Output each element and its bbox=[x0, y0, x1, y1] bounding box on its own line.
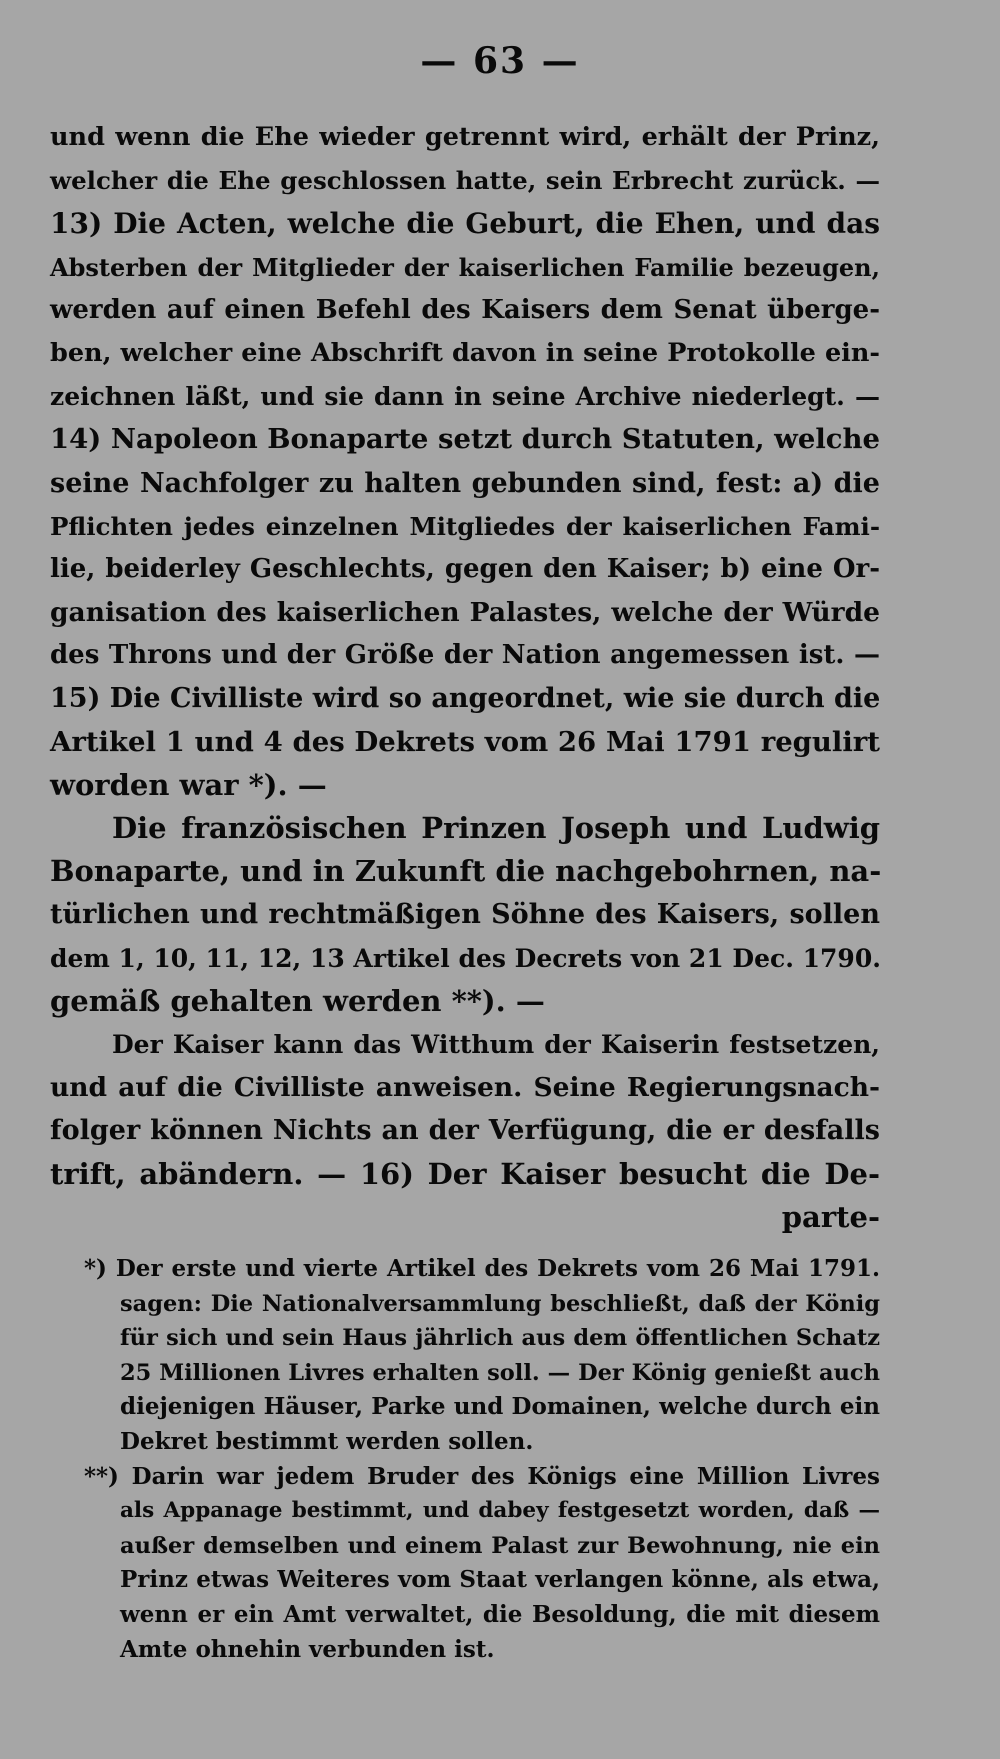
text-line: gemäß gehalten werden **). — bbox=[50, 983, 545, 1018]
text-line: des Throns und der Größe der Nation angemessen ist. — bbox=[50, 640, 880, 671]
page-number: — 63 — bbox=[420, 40, 580, 82]
footnote-line: für sich und sein Haus jährlich aus dem öffentlichen Schatz bbox=[120, 1325, 880, 1352]
text-line: Artikel 1 und 4 des Dekrets vom 26 Mai 1791 regulirt bbox=[50, 725, 880, 758]
main-text bbox=[50, 116, 880, 1239]
footnotes bbox=[84, 1252, 880, 1667]
text-line: ganisation des kaiserlichen Palastes, welche der Würde bbox=[50, 597, 880, 629]
text-line: 14) Napoleon Bonaparte setzt durch Statuten, welche bbox=[50, 423, 880, 456]
footnote-line: Prinz etwas Weiteres vom Staat verlangen könne, als etwa, bbox=[120, 1566, 880, 1594]
footnote-line: diejenigen Häuser, Parke und Domainen, welche durch ein bbox=[120, 1393, 880, 1421]
text-line: türlichen und rechtmäßigen Söhne des Kaisers, sollen bbox=[50, 899, 880, 931]
text-line: 15) Die Civilliste wird so angeordnet, wie sie durch die bbox=[50, 683, 881, 715]
text-line: seine Nachfolger zu halten gebunden sind, fest: a) die bbox=[50, 467, 880, 499]
text-line: folger können Nichts an der Verfügung, die er desfalls bbox=[50, 1115, 880, 1147]
footnote-line: Amte ohnehin verbunden ist. bbox=[120, 1635, 495, 1663]
footnote-line: 25 Millionen Livres erhalten soll. — Der König genießt auch bbox=[120, 1359, 880, 1386]
text-line: dem 1, 10, 11, 12, 13 Artikel des Decrets von 21 Dec. 1790. bbox=[50, 943, 881, 973]
text-line: Die französischen Prinzen Joseph und Ludwig bbox=[112, 811, 880, 845]
text-line: ben, welcher eine Abschrift davon in seine Protokolle ein- bbox=[50, 337, 880, 368]
footnote-line: **) Darin war jedem Bruder des Königs eine Million Livres bbox=[84, 1462, 880, 1490]
footnote-line: *) Der erste und vierte Artikel des Dekrets vom 26 Mai 1791. bbox=[84, 1255, 880, 1282]
text-line: Absterben der Mitglieder der kaiserlichen Familie bezeugen, bbox=[50, 252, 880, 282]
text-line: worden war *). — bbox=[50, 767, 327, 802]
footnote-line: außer demselben und einem Palast zur Bewohnung, nie ein bbox=[120, 1532, 880, 1559]
text-line: und auf die Civilliste anweisen. Seine Regierungsnach- bbox=[50, 1072, 880, 1104]
text-line: Bonaparte, und in Zukunft die nachgebohrnen, na- bbox=[50, 854, 882, 889]
text-line: werden auf einen Befehl des Kaisers dem Senat überge- bbox=[50, 294, 880, 325]
text-line: Pflichten jedes einzelnen Mitgliedes der kaiserlichen Fami- bbox=[50, 511, 880, 541]
catchword: parte- bbox=[781, 1199, 880, 1234]
footnote-line: wenn er ein Amt verwaltet, die Besoldung, die mit diesem bbox=[120, 1600, 880, 1628]
text-line: und wenn die Ehe wieder getrennt wird, erhält der Prinz, bbox=[50, 122, 880, 152]
footnote-line: als Appanage bestimmt, und dabey festgesetzt worden, daß — bbox=[120, 1498, 880, 1524]
text-line: welcher die Ehe geschlossen hatte, sein Erbrecht zurück. — bbox=[50, 166, 880, 196]
text-line: trift, abändern. — 16) Der Kaiser besucht die De- bbox=[50, 1156, 880, 1191]
text-line: zeichnen läßt, und sie dann in seine Archive niederlegt. — bbox=[50, 382, 880, 412]
text-line: 13) Die Acten, welche die Geburt, die Ehen, und das bbox=[50, 207, 880, 241]
footnote-line: Dekret bestimmt werden sollen. bbox=[120, 1427, 534, 1455]
footnote-line: sagen: Die Nationalversammlung beschließt, daß der König bbox=[120, 1290, 880, 1317]
text-line: Der Kaiser kann das Witthum der Kaiserin festsetzen, bbox=[112, 1029, 880, 1059]
text-line: lie, beiderley Geschlechts, gegen den Kaiser; b) eine Or- bbox=[50, 553, 880, 584]
